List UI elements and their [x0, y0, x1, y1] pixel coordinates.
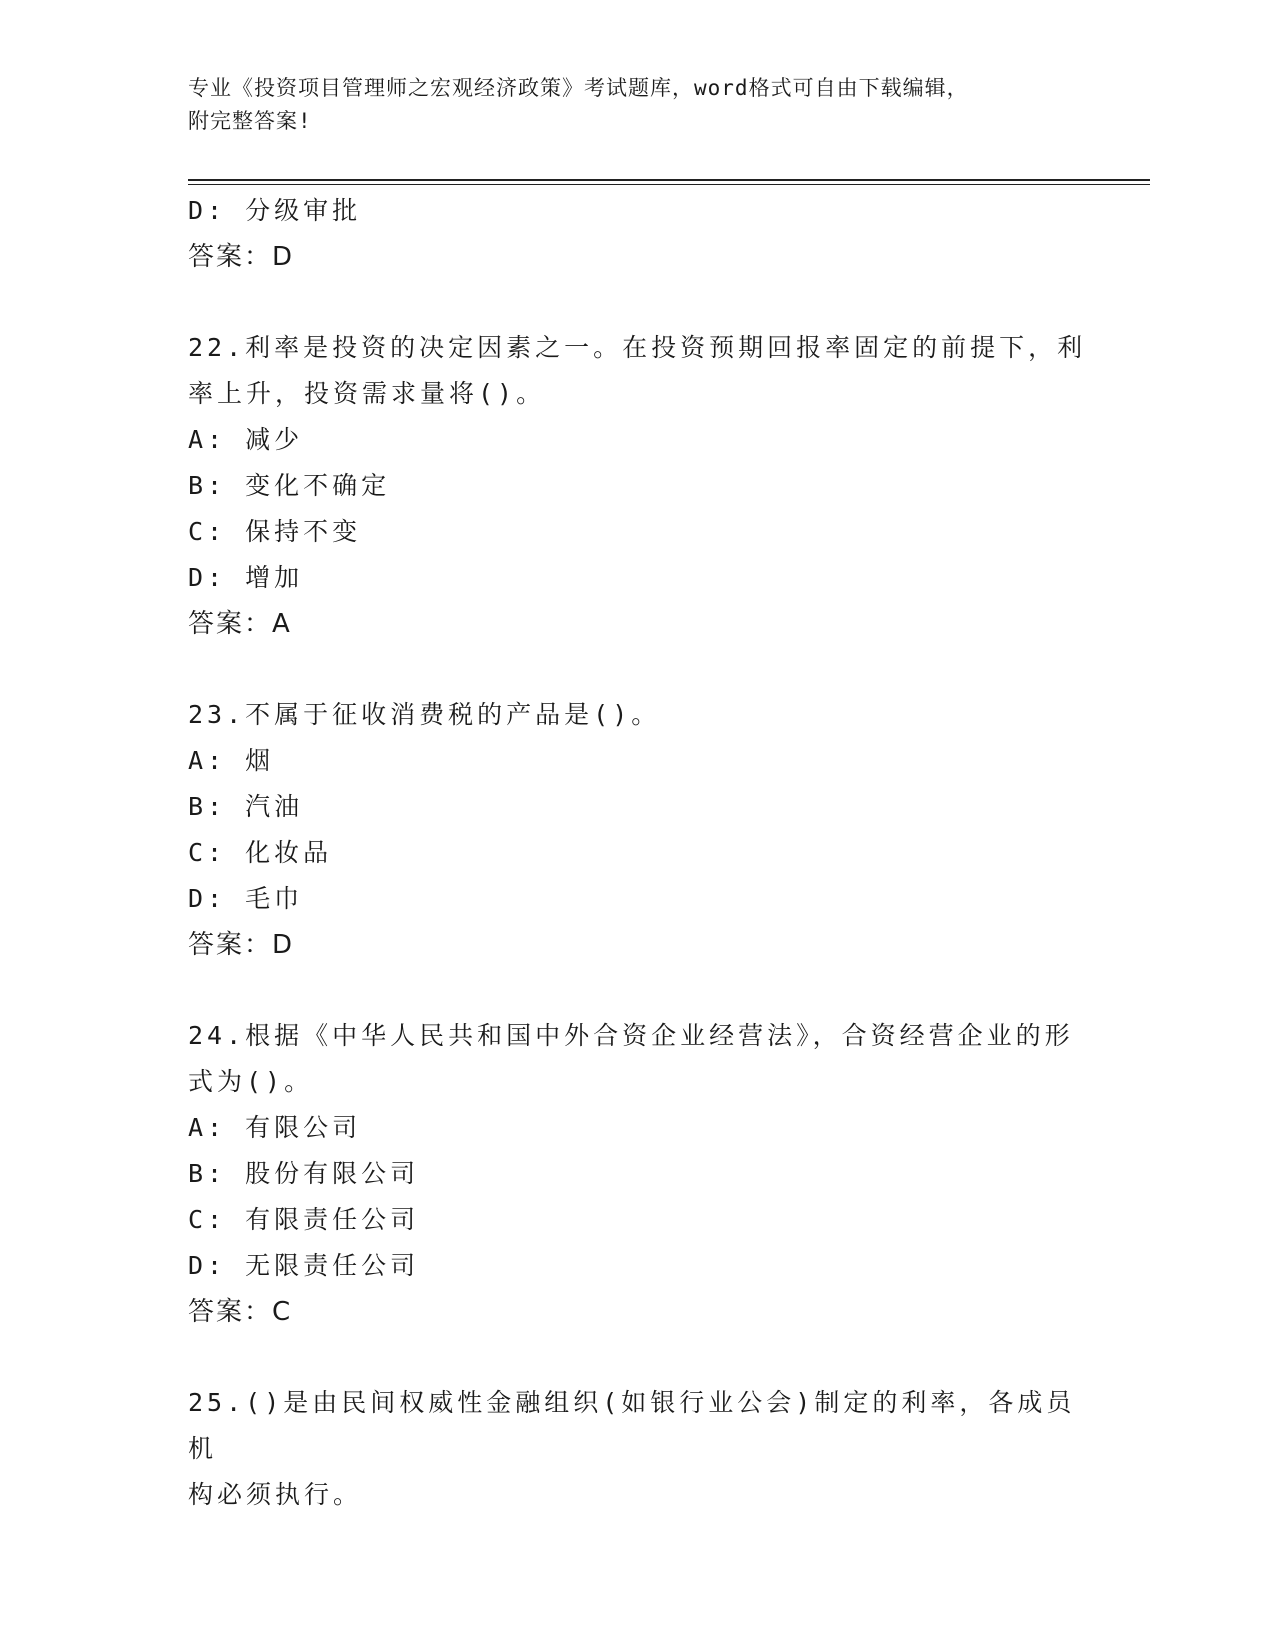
document-header	[188, 72, 1088, 138]
header-divider-thick	[188, 179, 1150, 181]
option-b: B: 股份有限公司	[188, 1159, 420, 1188]
question-stem-line: 23.不属于征收消费税的产品是()。	[188, 700, 661, 729]
option-b: B: 变化不确定	[188, 471, 391, 500]
option-a: A: 减少	[188, 425, 304, 454]
option-c: C: 化妆品	[188, 838, 333, 867]
header-line-1: 专业《投资项目管理师之宏观经济政策》考试题库，word格式可自由下载编辑，	[188, 76, 969, 100]
option-b: B: 汽油	[188, 792, 304, 821]
header-line-2: 附完整答案!	[188, 109, 312, 133]
question-stem-line: 24.根据《中华人民共和国中外合资企业经营法》，合资经营企业的形	[188, 1021, 1074, 1050]
question-24	[188, 1013, 1088, 1335]
option-d: D: 分级审批	[188, 196, 362, 225]
question-stem-line: 22.利率是投资的决定因素之一。在投资预期回报率固定的前提下，利	[188, 333, 1087, 362]
question-stem-line: 率上升，投资需求量将()。	[188, 379, 546, 408]
question-stem-line: 式为()。	[188, 1067, 314, 1096]
question-stem-line: 25.()是由民间权威性金融组织(如银行业公会)制定的利率，各成员机	[188, 1388, 1076, 1463]
question-25	[188, 1380, 1088, 1518]
option-d: D: 无限责任公司	[188, 1251, 420, 1280]
header-divider-thin	[188, 184, 1150, 185]
option-c: C: 保持不变	[188, 517, 362, 546]
answer-label: 答案：D	[188, 930, 295, 960]
question-23	[188, 692, 1088, 968]
question-list	[188, 188, 1088, 1518]
option-c: C: 有限责任公司	[188, 1205, 420, 1234]
option-d: D: 增加	[188, 563, 304, 592]
answer-label: 答案：C	[188, 1297, 293, 1327]
answer-label: 答案：D	[188, 242, 295, 272]
question-22	[188, 325, 1088, 647]
option-a: A: 有限公司	[188, 1113, 362, 1142]
option-d: D: 毛巾	[188, 884, 304, 913]
question-stem-line: 构必须执行。	[188, 1480, 363, 1509]
answer-label: 答案：A	[188, 609, 292, 639]
option-a: A: 烟	[188, 746, 275, 775]
